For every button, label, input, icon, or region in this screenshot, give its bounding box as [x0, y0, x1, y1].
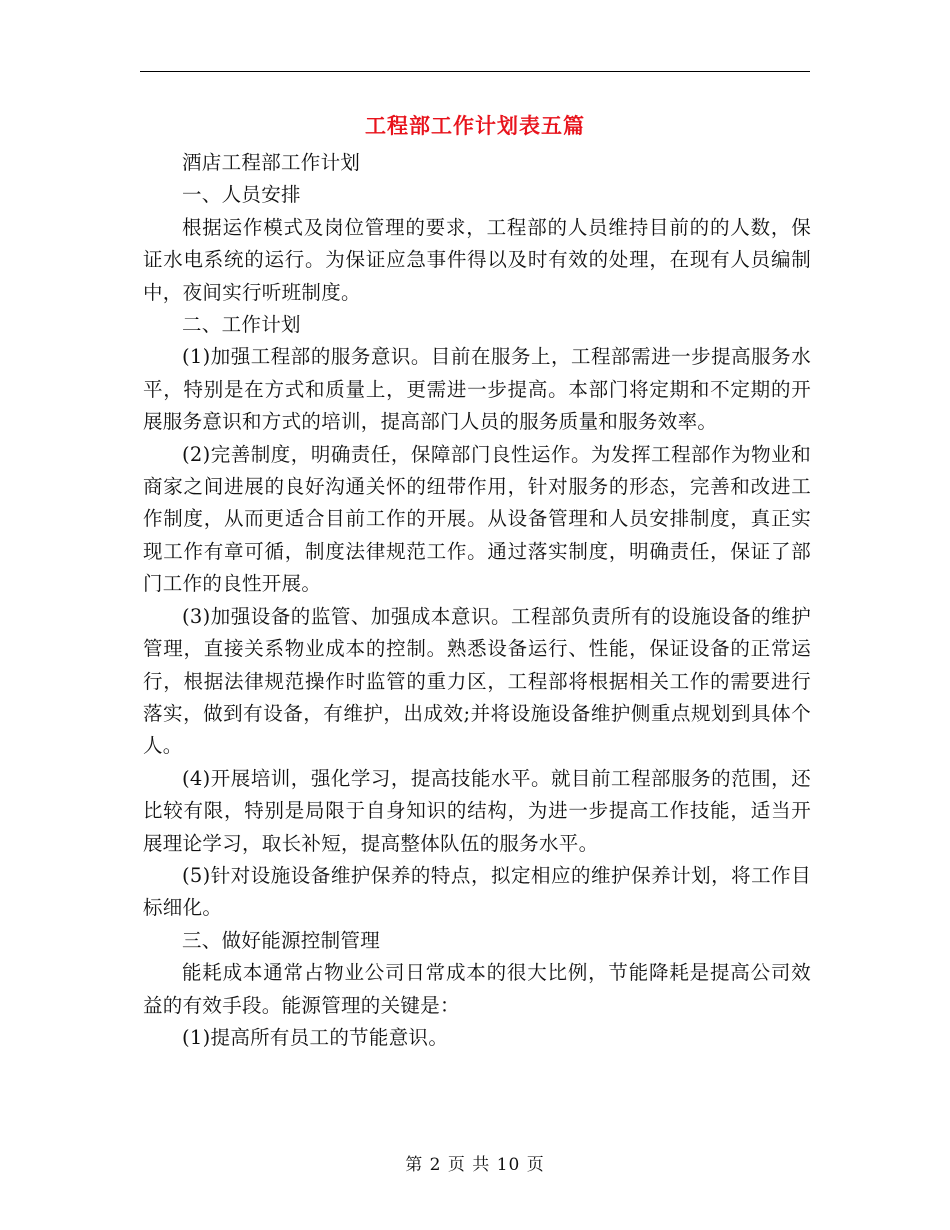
- page-number: 第 2 页 共 10 页: [405, 1155, 545, 1175]
- document-title: 工程部工作计划表五篇: [365, 114, 585, 138]
- heading-staffing: 一、人员安排: [182, 183, 301, 207]
- paragraph-plan-2: (2)完善制度，明确责任，保障部门良性运作。为发挥工程部作为物业和商家之间进展的良好沟通关怀的纽带作用，针对服务的形态，完善和改进工作制度，从而更适合目前工作的开展。从设备管理和人员安排制度，真正实现工作有章可循，制度法律规范工作。通过落实制度，明确责任，保证了部门工作的良性开展。: [143, 442, 811, 596]
- paragraph-plan-4: (4)开展培训，强化学习，提高技能水平。就目前工程部服务的范围，还比较有限，特别是局限于自身知识的结构，为进一步提高工作技能，适当开展理论学习，取长补短，提高整体队伍的服务水平。: [143, 766, 811, 855]
- paragraph-plan-1: (1)加强工程部的服务意识。目前在服务上，工程部需进一步提高服务水平，特别是在方式和质量上，更需进一步提高。本部门将定期和不定期的开展服务意识和方式的培训，提高部门人员的服务质量和服务效率。: [143, 345, 811, 434]
- paragraph-plan-5: (5)针对设施设备维护保养的特点，拟定相应的维护保养计划，将工作目标细化。: [143, 863, 811, 920]
- heading-energy: 三、做好能源控制管理: [182, 928, 381, 952]
- paragraph-energy-1: (1)提高所有员工的节能意识。: [182, 1025, 449, 1049]
- paragraph-energy: 能耗成本通常占物业公司日常成本的很大比例，节能降耗是提高公司效益的有效手段。能源管理的关键是：: [143, 961, 811, 1017]
- heading-work-plan: 二、工作计划: [182, 313, 301, 337]
- header-rule: [140, 71, 810, 72]
- paragraph-plan-3: (3)加强设备的监管、加强成本意识。工程部负责所有的设施设备的维护管理，直接关系物业成本的控制。熟悉设备运行、性能，保证设备的正常运行，根据法律规范操作时监管的重力区，工程部将根据相关工作的需要进行落实，做到有设备，有维护，出成效;并将设施设备维护侧重点规划到具体个人。: [143, 604, 811, 758]
- paragraph-staffing: 根据运作模式及岗位管理的要求，工程部的人员维持目前的的人数，保证水电系统的运行。为保证应急事件得以及时有效的处理，在现有人员编制中，夜间实行听班制度。: [143, 215, 811, 304]
- document-body: [143, 147, 811, 1054]
- paragraph-subtitle: 酒店工程部工作计划: [182, 151, 361, 174]
